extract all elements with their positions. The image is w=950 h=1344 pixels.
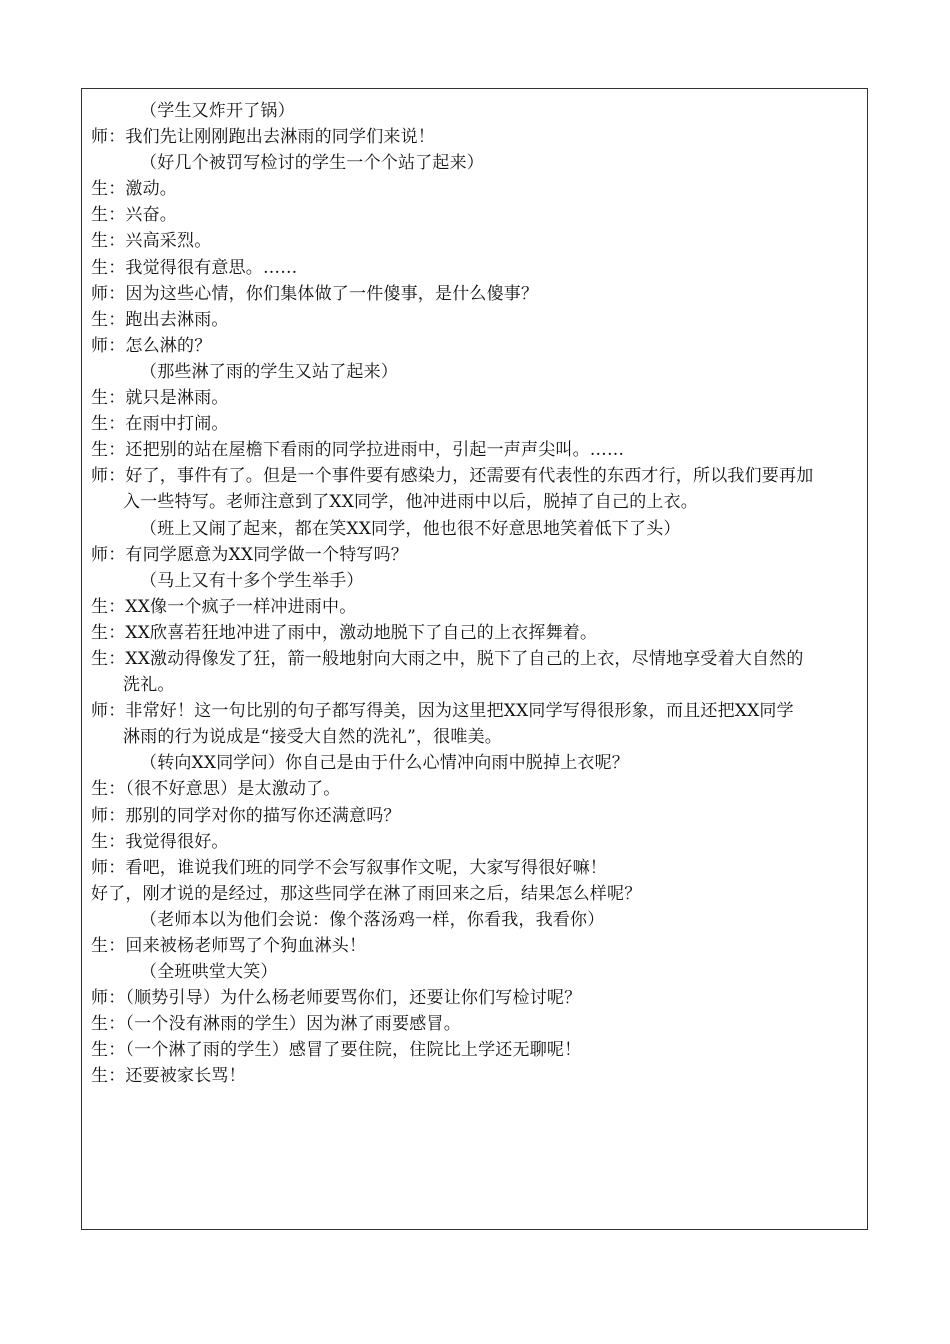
- transcript-line: 生：（一个没有淋雨的学生）因为淋了雨要感冒。: [91, 1014, 461, 1035]
- transcript-line: 生：跑出去淋雨。: [91, 309, 229, 330]
- transcript-line: 生：我觉得很好。: [91, 831, 229, 852]
- transcript-line: 生：XX激动得像发了狂，箭一般地射向大雨之中，脱下了自己的上衣，尽情地享受着大自然的: [91, 648, 804, 669]
- transcript-line: 生：（一个淋了雨的学生）感冒了要住院，住院比上学还无聊呢！: [91, 1040, 582, 1061]
- transcript-line: （转向XX同学问）你自己是由于什么心情冲向雨中脱掉上衣呢？: [140, 753, 630, 774]
- transcript-line: 师：好了，事件有了。但是一个事件要有感染力，还需要有代表性的东西才行，所以我们要再加: [91, 466, 814, 487]
- transcript-line: 生：回来被杨老师骂了个狗血淋头！: [91, 936, 367, 956]
- transcript-line: 淋雨的行为说成是“接受大自然的洗礼”，很唯美。: [123, 727, 502, 748]
- transcript-line: （那些淋了雨的学生又站了起来）: [140, 361, 398, 382]
- transcript-line: （老师本以为他们会说：像个落汤鸡一样，你看我，我看你）: [140, 909, 605, 930]
- transcript-line: 生：激动。: [91, 179, 177, 200]
- transcript-line: 师：我们先让刚刚跑出去淋雨的同学们来说！: [91, 127, 435, 148]
- transcript-line: 生：XX像一个疯子一样冲进雨中。: [91, 596, 357, 617]
- transcript-line: 生：（很不好意思）是太激动了。: [91, 779, 341, 800]
- transcript-line: 生：兴高采烈。: [91, 231, 212, 252]
- transcript-body: [91, 98, 859, 1090]
- transcript-line: 洗礼。: [123, 675, 175, 696]
- transcript-line: 生：在雨中打闹。: [91, 414, 229, 435]
- transcript-line: 入一些特写。老师注意到了XX同学，他冲进雨中以后，脱掉了自己的上衣。: [123, 492, 699, 513]
- transcript-line: （全班哄堂大笑）: [140, 962, 278, 983]
- document-frame: [81, 88, 868, 1230]
- transcript-line: 师：因为这些心情，你们集体做了一件傻事，是什么傻事？: [91, 283, 539, 304]
- transcript-line: （班上又闹了起来，都在笑XX同学，他也很不好意思地笑着低下了头）: [140, 518, 681, 539]
- transcript-line: 师：那别的同学对你的描写你还满意吗？: [91, 805, 401, 826]
- transcript-line: 好了，刚才说的是经过，那这些同学在淋了雨回来之后，结果怎么样呢？: [91, 883, 642, 904]
- transcript-line: 生：还把别的站在屋檐下看雨的同学拉进雨中，引起一声声尖叫。……: [91, 440, 625, 461]
- transcript-line: 师：怎么淋的？: [91, 335, 212, 356]
- transcript-line: （马上又有十多个学生举手）: [140, 570, 364, 591]
- transcript-line: 师：看吧，谁说我们班的同学不会写叙事作文呢，大家写得很好嘛！: [91, 857, 607, 878]
- transcript-line: 生：我觉得很有意思。……: [91, 257, 298, 278]
- transcript-line: 生：兴奋。: [91, 205, 177, 226]
- transcript-line: 师：（顺势引导）为什么杨老师要骂你们，还要让你们写检讨呢？: [91, 988, 582, 1009]
- transcript-line: （学生又炸开了锅）: [140, 101, 295, 121]
- transcript-line: 生：就只是淋雨。: [91, 388, 229, 409]
- transcript-line: 生：XX欣喜若狂地冲进了雨中，激动地脱下了自己的上衣挥舞着。: [91, 622, 598, 643]
- transcript-line: 师：有同学愿意为XX同学做一个特写吗？: [91, 544, 409, 565]
- transcript-line: （好几个被罚写检讨的学生一个个站了起来）: [140, 153, 484, 174]
- transcript-line: 生：还要被家长骂！: [91, 1066, 246, 1087]
- transcript-line: 师：非常好！这一句比别的句子都写得美，因为这里把XX同学写得很形象，而且还把XX同学: [91, 701, 794, 722]
